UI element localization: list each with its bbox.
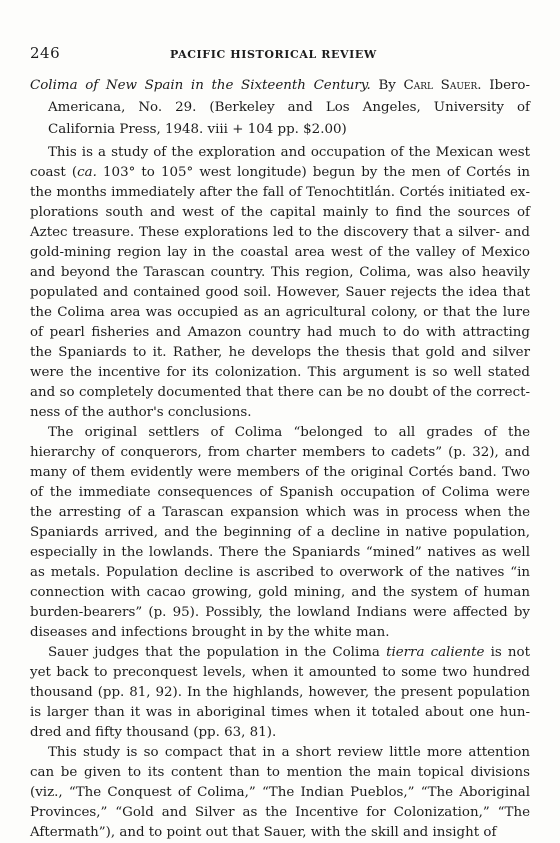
review-paragraph xyxy=(30,643,530,743)
running-head xyxy=(30,44,530,62)
italic-text: tierra caliente xyxy=(386,645,485,660)
book-citation xyxy=(30,75,530,141)
publication-details: Ibero-Americana, No. 29. (Berkeley and Los Angeles, University of California Press, 1948. viii + 104 pp. $2.00) xyxy=(48,78,530,137)
citation-by: By xyxy=(378,78,396,93)
review-paragraph xyxy=(30,743,530,843)
paragraph-text: The original settlers of Colima “belonged to all grades of the hierarchy of conquerors, from charter members to cadets” (p. 32), and many of them evidently were members of the original Cortés band. Two of the immediate consequences of Spanish occupation of Colima were the arresting of a Tarascan expansion which was in process when the Spaniards arrived, and the beginning of a decline in native population, especially in the lowlands. There the Spaniards “mined” natives as well as metals. Population decline is ascribed to overwork of the natives “in connection with cacao growing, gold mining, and the system of human burden-bearers” (p. 95). Possibly, the lowland Indians were affected by diseases and infections brought in by the white man. xyxy=(30,425,530,640)
paragraph-text: Sauer judges that the population in the Colima xyxy=(48,645,387,660)
review-paragraph xyxy=(30,143,530,423)
paragraph-text: is not yet back to preconquest levels, when it amounted to some two hundred thousand (pp. 81, 92). In the highlands, however, the present population is larger than it was in aboriginal times when it totaled about one hundred and fifty thousand (pp. 63, 81). xyxy=(30,645,530,740)
paragraph-text: This is a study of the exploration and occupation of the Mexican west coast ( xyxy=(30,145,530,180)
book-author: Carl Sauer. xyxy=(403,78,482,93)
paragraph-text: 103° to 105° west longitude) begun by the men of Cortés in the months immediately after the fall of Tenochtitlán. Cortés initiated explorations south and west of the capital mainly to find the sources of Aztec treasure. These explorations led to the discovery that a silver- and gold-mining region lay in the coastal area west of the valley of Mexico and beyond the Tarascan country. This region, Colima, was also heavily populated and contained good soil. However, Sauer rejects the idea that the Colima area was occupied as an agricultural colony, or that the lure of pearl fisheries and Amazon country had much to do with attracting the Spaniards to it. Rather, he develops the thesis that gold and silver were the incentive for its colonization. This argument is so well stated and so completely documented that there can be no doubt of the correctness of the author's conclusions. xyxy=(30,165,530,420)
book-title: Colima of New Spain in the Sixteenth Century. xyxy=(30,78,371,93)
review-body xyxy=(30,143,530,843)
journal-title: PACIFIC HISTORICAL REVIEW xyxy=(170,48,377,61)
page-number: 246 xyxy=(30,44,61,62)
italic-text: ca. xyxy=(77,165,97,180)
review-paragraph xyxy=(30,423,530,643)
paragraph-text: This study is so compact that in a short review little more attention can be given to its content than to mention the main topical divisions (viz., “The Conquest of Colima,” “The Indian Pueblos,” “The Aboriginal Provinces,” “Gold and Silver as the Incentive for Colonization,” “The Aftermath”), and to point out that Sauer, with the skill and insight of xyxy=(30,745,530,840)
